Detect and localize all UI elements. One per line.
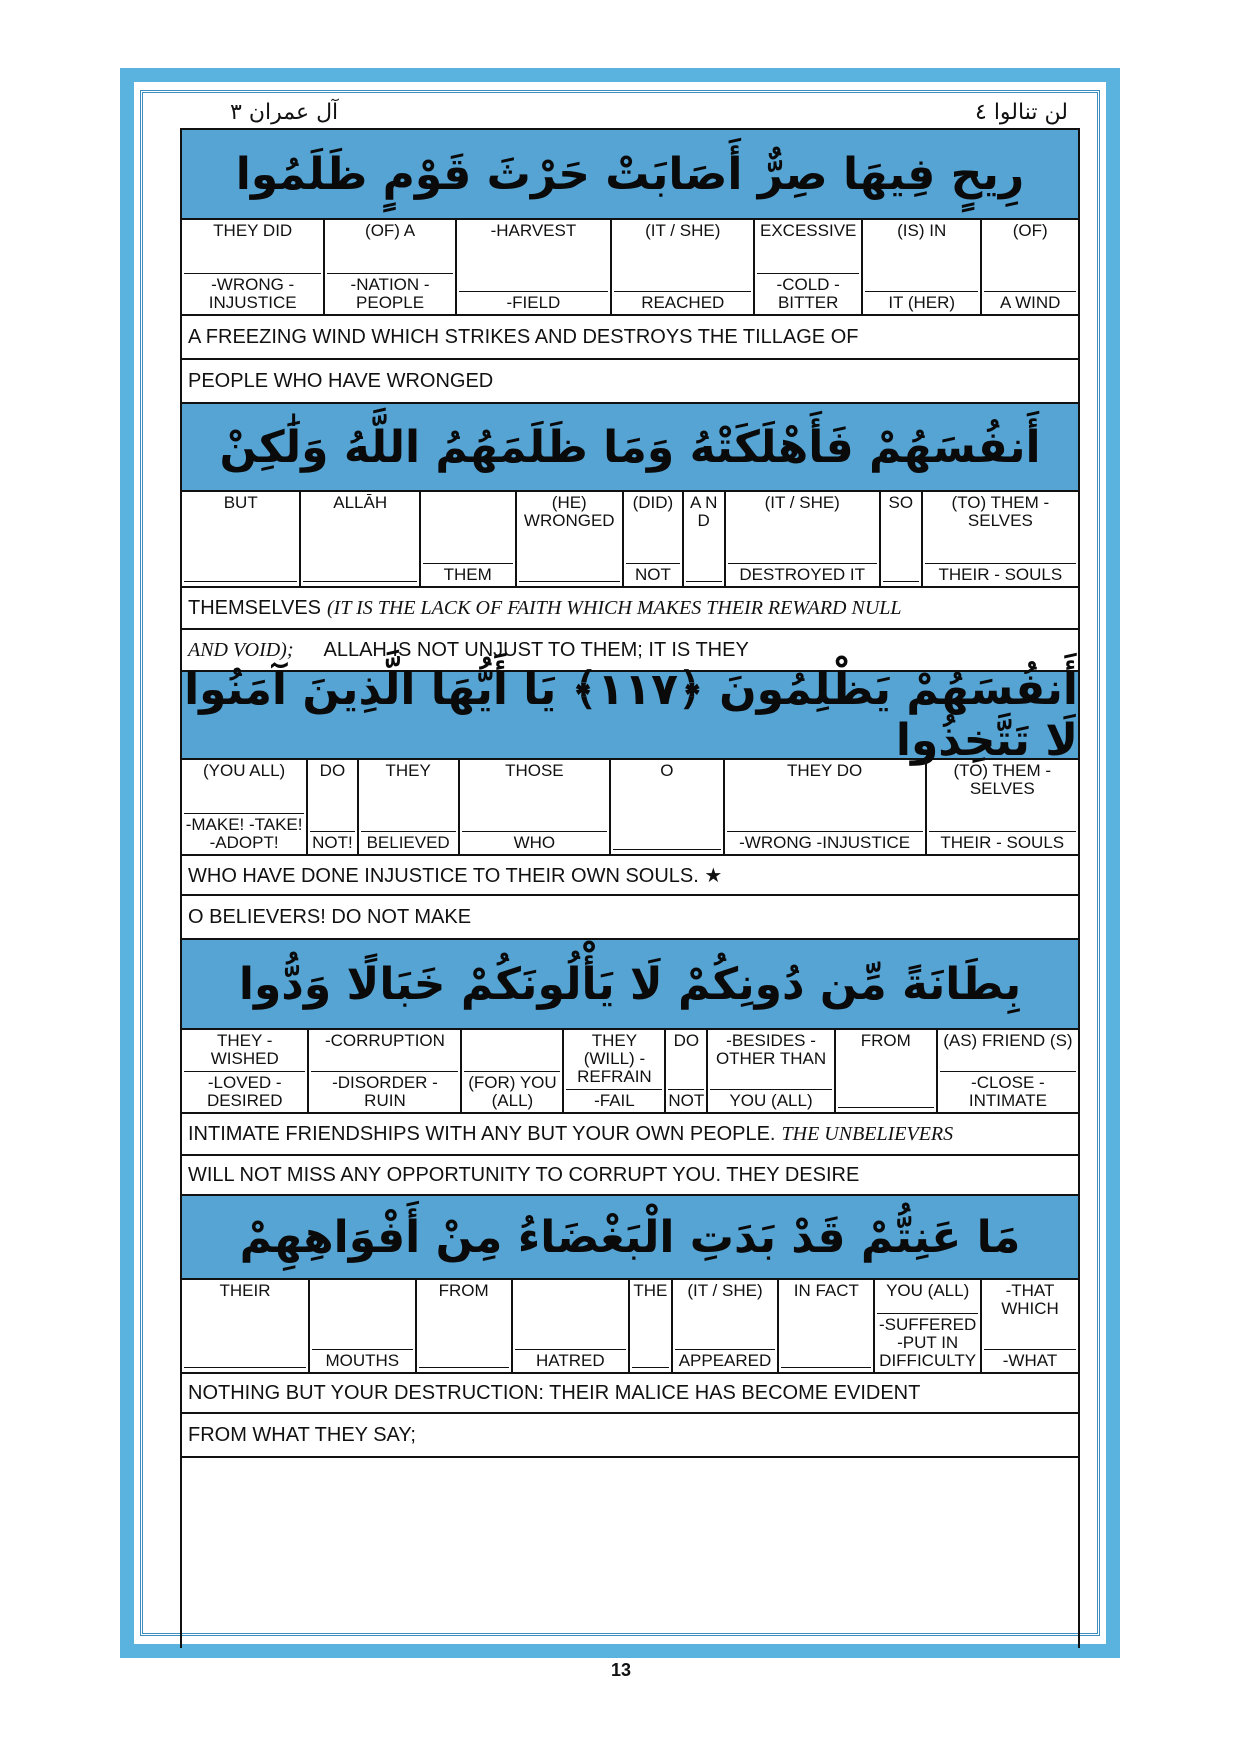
word-cell <box>513 1280 630 1372</box>
arabic-verse: أَنفُسَهُمْ فَأَهْلَكَتْهُ وَمَا ظَلَمَهُمُ اللَّهُ وَلَٰكِنْ <box>182 404 1078 492</box>
translation-line <box>182 1156 1078 1196</box>
word-meaning-top: DO <box>319 761 346 780</box>
word-meaning-bottom: THEIR - SOULS <box>929 831 1076 852</box>
translation-text: O BELIEVERS! DO NOT MAKE <box>188 905 472 928</box>
word-meaning-top: THE <box>633 1281 668 1300</box>
word-meaning-bottom: A WIND <box>984 291 1076 312</box>
word-meaning-bottom: NOT <box>668 1091 705 1110</box>
word-cell <box>182 1280 310 1372</box>
word-meaning-top: -THAT WHICH <box>1001 1281 1059 1318</box>
word-meaning-bottom: THEM <box>423 563 513 584</box>
word-meaning-bottom: YOU (ALL) <box>710 1089 831 1110</box>
content-area <box>180 128 1080 1648</box>
word-meaning-bottom: -CLOSE -INTIMATE <box>940 1071 1076 1110</box>
word-meaning-bottom: -FAIL <box>566 1089 662 1110</box>
translation-text: ALLAH IS NOT UNJUST TO THEM; IT IS THEY <box>323 638 749 661</box>
translation-text: WILL NOT MISS ANY OPPORTUNITY TO CORRUPT YOU. THEY DESIRE <box>188 1163 860 1186</box>
word-meaning-top: (AS) FRIEND (S) <box>943 1031 1073 1050</box>
word-meaning-top: THEY -WISHED <box>210 1031 279 1068</box>
word-cell <box>325 220 456 314</box>
word-meaning-top: BUT <box>223 493 258 512</box>
word-meaning-bottom: REACHED <box>614 291 751 312</box>
word-meaning-top: (YOU ALL) <box>202 761 286 780</box>
word-meaning-bottom: -DISORDER -RUIN <box>311 1071 458 1110</box>
translation-note: (IT IS THE LACK OF FAITH WHICH MAKES THEIR REWARD NULL <box>327 596 902 619</box>
word-by-word-grid <box>182 220 1078 316</box>
word-cell <box>182 220 325 314</box>
word-meaning-bottom <box>686 581 722 584</box>
translation-line <box>182 316 1078 360</box>
word-cell <box>308 760 358 854</box>
word-meaning-bottom: MOUTHS <box>312 1349 413 1370</box>
word-cell <box>457 220 612 314</box>
word-meaning-bottom <box>838 1107 934 1110</box>
word-cell <box>684 492 726 586</box>
word-meaning-bottom <box>519 581 621 584</box>
arabic-verse: رِيحٍ فِيهَا صِرٌّ أَصَابَتْ حَرْثَ قَوْمٍ ظَلَمُوا <box>182 130 1078 220</box>
word-meaning-top: -CORRUPTION <box>324 1031 445 1050</box>
word-meaning-top: (OF) <box>1012 221 1048 240</box>
word-meaning-top: (IS) IN <box>897 221 947 240</box>
word-meaning-top: (OF) A <box>365 221 416 240</box>
word-cell <box>923 492 1078 586</box>
translation-note: AND VOID); <box>188 638 294 661</box>
word-meaning-top: SO <box>888 493 914 512</box>
word-cell <box>182 760 308 854</box>
word-by-word-grid <box>182 1280 1078 1374</box>
word-meaning-bottom: -LOVED -DESIRED <box>184 1071 305 1110</box>
translation-line <box>182 588 1078 630</box>
word-meaning-bottom: -WHAT <box>984 1349 1076 1370</box>
word-cell <box>982 220 1078 314</box>
word-meaning-bottom: -WRONG -INJUSTICE <box>727 831 923 852</box>
word-cell <box>421 492 517 586</box>
word-meaning-top: (IT / SHE) <box>764 493 840 512</box>
word-meaning-bottom: NOT! <box>312 833 353 852</box>
word-meaning-top: A N D <box>689 493 718 530</box>
word-cell <box>927 760 1078 854</box>
word-meaning-bottom <box>781 1367 871 1370</box>
word-cell <box>564 1030 666 1112</box>
word-meaning-bottom: BELIEVED <box>361 831 456 852</box>
word-cell <box>779 1280 875 1372</box>
word-meaning-bottom: -FIELD <box>459 291 608 312</box>
translation-text: THEMSELVES <box>188 596 321 619</box>
translation-line <box>182 1374 1078 1414</box>
word-meaning-top: THEY <box>385 761 431 780</box>
page-number: 13 <box>610 1660 632 1680</box>
word-meaning-bottom: (FOR) YOU (ALL) <box>464 1071 560 1110</box>
word-cell <box>755 220 863 314</box>
word-meaning-bottom: THEIR - SOULS <box>925 563 1076 584</box>
word-meaning-bottom <box>419 1367 509 1370</box>
arabic-verse: مَا عَنِتُّمْ قَدْ بَدَتِ الْبَغْضَاءُ مِنْ أَفْوَاهِهِمْ <box>182 1196 1078 1280</box>
word-meaning-top: IN FACT <box>793 1281 859 1300</box>
word-cell <box>517 492 625 586</box>
translation-line <box>182 896 1078 940</box>
word-meaning-top: (HE) WRONGED <box>523 493 615 530</box>
surah-header: آل عمران ٣ <box>230 100 339 125</box>
word-cell <box>301 492 420 586</box>
word-meaning-bottom: -COLD -BITTER <box>757 273 859 312</box>
word-meaning-top: FROM <box>438 1281 489 1300</box>
word-meaning-bottom <box>184 1367 306 1370</box>
word-meaning-top: (DID) <box>632 493 674 512</box>
word-cell <box>630 1280 673 1372</box>
arabic-verse: أَنفُسَهُمْ يَظْلِمُونَ ﴿١١٧﴾ يَا أَيُّهَا الَّذِينَ آمَنُوا لَا تَتَّخِذُوا <box>182 672 1078 760</box>
word-meaning-top: THEY DO <box>786 761 863 780</box>
translation-text: INTIMATE FRIENDSHIPS WITH ANY BUT YOUR OWN PEOPLE. <box>188 1122 776 1145</box>
translation-text: PEOPLE WHO HAVE WRONGED <box>188 369 494 392</box>
word-cell <box>708 1030 835 1112</box>
word-meaning-bottom <box>303 581 416 584</box>
word-cell <box>359 760 460 854</box>
word-meaning-top: THEY DID <box>213 221 293 240</box>
word-cell <box>725 760 927 854</box>
word-meaning-bottom <box>613 849 721 852</box>
word-meaning-top: (IT / SHE) <box>687 1281 763 1300</box>
word-meaning-bottom: NOT <box>626 563 680 584</box>
word-meaning-top: THEY (WILL) -REFRAIN <box>577 1031 652 1086</box>
word-cell <box>863 220 982 314</box>
arabic-verse: بِطَانَةً مِّن دُونِكُمْ لَا يَأْلُونَكُمْ خَبَالًا وَدُّوا <box>182 940 1078 1030</box>
word-meaning-top: O <box>660 761 674 780</box>
word-meaning-bottom: HATRED <box>515 1349 626 1370</box>
word-meaning-bottom: IT (HER) <box>865 291 978 312</box>
word-cell <box>624 492 684 586</box>
word-meaning-top: THOSE <box>505 761 564 780</box>
word-cell <box>836 1030 938 1112</box>
word-cell <box>309 1030 462 1112</box>
word-meaning-bottom: -MAKE! -TAKE! -ADOPT! <box>185 815 303 852</box>
word-cell <box>182 492 301 586</box>
word-meaning-top: THEIR <box>219 1281 271 1300</box>
translation-line <box>182 360 1078 404</box>
word-by-word-grid <box>182 760 1078 856</box>
word-by-word-grid <box>182 492 1078 588</box>
juz-header: لن تنالوا ٤ <box>975 100 1068 125</box>
word-meaning-top: YOU (ALL) <box>886 1281 970 1300</box>
word-cell <box>612 220 755 314</box>
word-meaning-bottom: -SUFFERED -PUT IN DIFFICULTY <box>879 1315 977 1370</box>
word-meaning-top: (TO) THEM - SELVES <box>951 493 1050 530</box>
word-meaning-bottom <box>184 581 297 584</box>
word-cell <box>182 1030 309 1112</box>
word-cell <box>938 1030 1078 1112</box>
translation-note: THE UNBELIEVERS <box>781 1122 954 1145</box>
translation-text: WHO HAVE DONE INJUSTICE TO THEIR OWN SOULS. ★ <box>188 864 723 887</box>
word-meaning-top: ALLĀH <box>333 493 388 512</box>
word-meaning-top: DO <box>673 1031 700 1050</box>
word-meaning-top: (TO) THEM - SELVES <box>953 761 1052 798</box>
word-meaning-top: -HARVEST <box>490 221 577 240</box>
word-cell <box>462 1030 564 1112</box>
word-cell <box>460 760 611 854</box>
word-cell <box>673 1280 780 1372</box>
translation-line <box>182 1414 1078 1458</box>
word-meaning-bottom: DESTROYED IT <box>728 563 877 584</box>
word-cell <box>881 492 923 586</box>
word-meaning-top: FROM <box>860 1031 911 1050</box>
word-meaning-top: (IT / SHE) <box>645 221 721 240</box>
word-meaning-top: -BESIDES -OTHER THAN <box>715 1031 827 1068</box>
word-cell <box>666 1030 708 1112</box>
word-meaning-top: EXCESSIVE <box>760 221 857 240</box>
translation-text: A FREEZING WIND WHICH STRIKES AND DESTROYS THE TILLAGE OF <box>188 325 859 348</box>
word-by-word-grid <box>182 1030 1078 1114</box>
translation-text: FROM WHAT THEY SAY; <box>188 1423 416 1446</box>
translation-line <box>182 856 1078 896</box>
word-meaning-bottom <box>632 1367 669 1370</box>
word-meaning-bottom: WHO <box>462 831 607 852</box>
word-cell <box>726 492 881 586</box>
translation-text: NOTHING BUT YOUR DESTRUCTION: THEIR MALICE HAS BECOME EVIDENT <box>188 1381 921 1404</box>
word-cell <box>417 1280 513 1372</box>
word-cell <box>982 1280 1078 1372</box>
translation-line <box>182 1114 1078 1156</box>
word-meaning-bottom: -NATION -PEOPLE <box>327 273 452 312</box>
word-cell <box>611 760 725 854</box>
word-meaning-bottom: -WRONG -INJUSTICE <box>184 273 321 312</box>
word-meaning-bottom: APPEARED <box>675 1349 776 1370</box>
word-cell <box>310 1280 417 1372</box>
word-meaning-bottom <box>883 581 919 584</box>
word-cell <box>875 1280 982 1372</box>
